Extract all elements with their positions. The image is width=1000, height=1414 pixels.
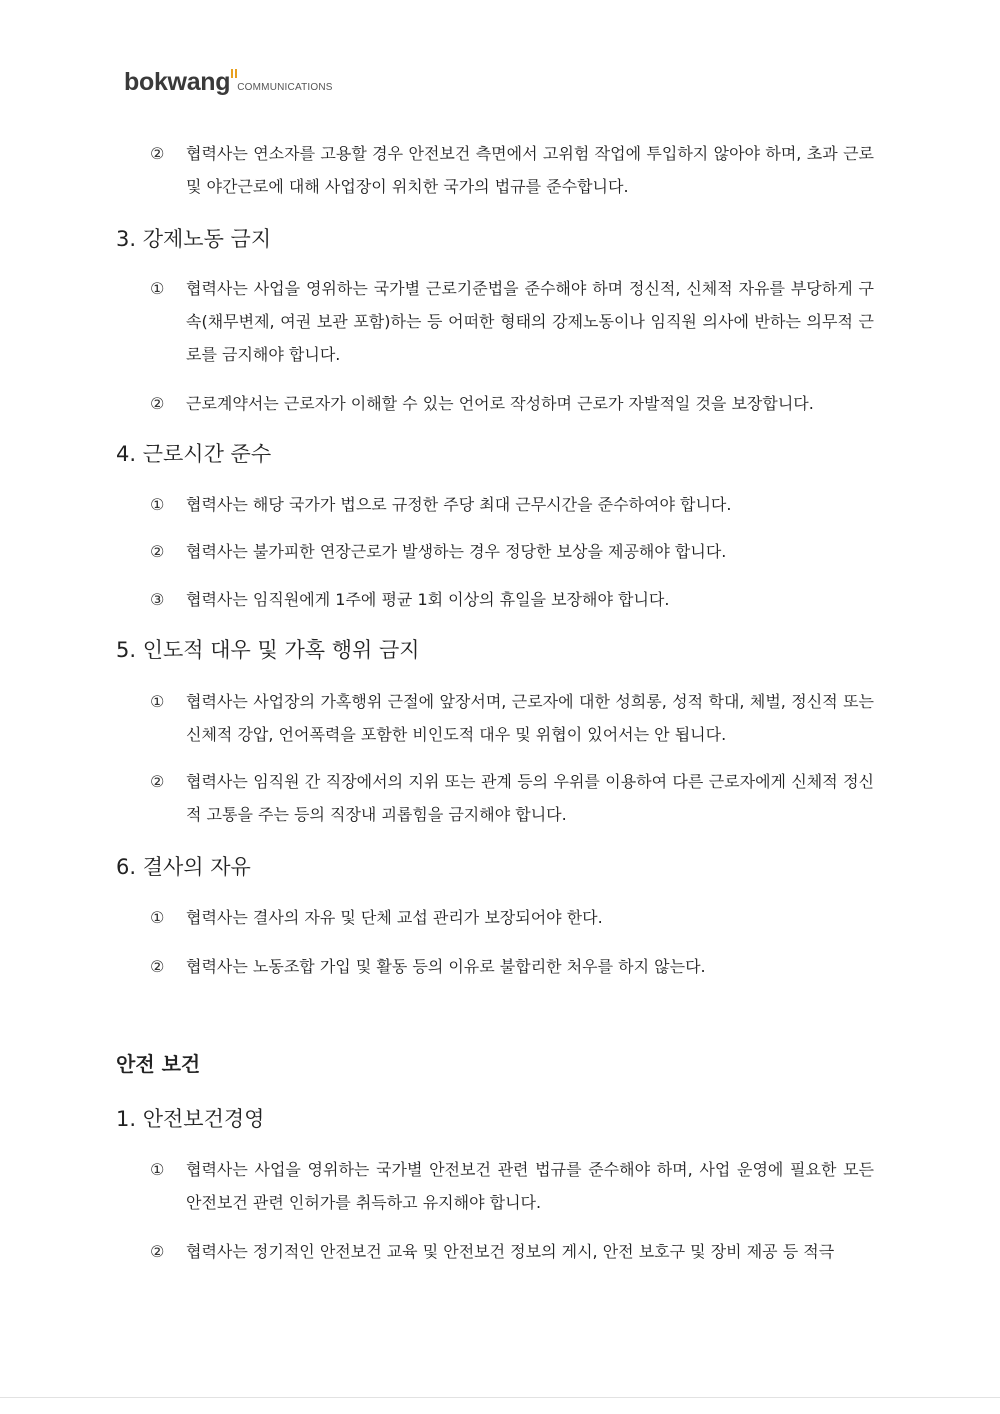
item-text: 협력사는 결사의 자유 및 단체 교섭 관리가 보장되어야 한다. — [186, 908, 603, 927]
logo-wordmark: bokwang — [124, 68, 231, 96]
item-text: 협력사는 정기적인 안전보건 교육 및 안전보건 정보의 게시, 안전 보호구 및 장비 제공 등 적극 — [186, 1242, 835, 1261]
list-item — [150, 272, 874, 371]
logo-subtitle: COMMUNICATIONS — [237, 82, 333, 93]
item-marker: ② — [150, 772, 165, 791]
page-bottom-divider — [0, 1397, 1000, 1398]
item-marker: ② — [150, 394, 165, 413]
item-marker: ① — [150, 692, 165, 711]
list-item — [150, 765, 874, 831]
item-marker: ① — [150, 495, 165, 514]
section-title-freedom-of-association: 6. 결사의 자유 — [116, 855, 251, 879]
logo-accent-icon — [231, 69, 237, 78]
section-title-safety-management: 1. 안전보건경영 — [116, 1107, 265, 1131]
list-item — [150, 387, 874, 420]
item-marker: ② — [150, 144, 165, 163]
section-title-working-hours: 4. 근로시간 준수 — [116, 442, 272, 466]
item-text: 협력사는 사업을 영위하는 국가별 안전보건 관련 법규를 준수해야 하며, 사업 운영에 필요한 모든 안전보건 관련 인허가를 취득하고 유지해야 합니다. — [186, 1160, 874, 1212]
item-marker: ① — [150, 908, 165, 927]
item-text: 근로계약서는 근로자가 이해할 수 있는 언어로 작성하며 근로가 자발적일 것을 보장합니다. — [186, 394, 814, 413]
list-item — [150, 535, 874, 568]
list-item — [150, 488, 874, 521]
list-item — [150, 583, 874, 616]
list-item — [150, 901, 874, 934]
item-marker: ② — [150, 957, 165, 976]
item-text: 협력사는 연소자를 고용할 경우 안전보건 측면에서 고위험 작업에 투입하지 않아야 하며, 초과 근로 및 야간근로에 대해 사업장이 위치한 국가의 법규를 준수합니다. — [186, 144, 874, 196]
item-text: 협력사는 임직원에게 1주에 평균 1회 이상의 휴일을 보장해야 합니다. — [186, 590, 670, 609]
company-logo — [124, 68, 333, 97]
item-marker: ② — [150, 1242, 165, 1261]
item-text: 협력사는 불가피한 연장근로가 발생하는 경우 정당한 보상을 제공해야 합니다. — [186, 542, 727, 561]
item-text: 협력사는 노동조합 가입 및 활동 등의 이유로 불합리한 처우를 하지 않는다. — [186, 957, 706, 976]
list-item — [150, 1153, 874, 1219]
list-item — [150, 137, 874, 203]
item-marker: ① — [150, 279, 165, 298]
item-text: 협력사는 임직원 간 직장에서의 지위 또는 관계 등의 우위를 이용하여 다른 근로자에게 신체적 정신적 고통을 주는 등의 직장내 괴롭힘을 금지해야 합니다. — [186, 772, 874, 824]
section-title-humane-treatment: 5. 인도적 대우 및 가혹 행위 금지 — [116, 638, 420, 662]
section-title-forced-labor: 3. 강제노동 금지 — [116, 227, 272, 251]
item-text: 협력사는 사업장의 가혹행위 근절에 앞장서며, 근로자에 대한 성희롱, 성적 학대, 체벌, 정신적 또는 신체적 강압, 언어폭력을 포함한 비인도적 대우 및 위협이 있어서는 안 됩니다. — [186, 692, 874, 744]
list-item — [150, 1235, 874, 1268]
item-text: 협력사는 해당 국가가 법으로 규정한 주당 최대 근무시간을 준수하여야 합니다. — [186, 495, 732, 514]
list-item — [150, 950, 874, 983]
item-marker: ③ — [150, 590, 165, 609]
list-item — [150, 685, 874, 751]
item-marker: ① — [150, 1160, 165, 1179]
item-marker: ② — [150, 542, 165, 561]
item-text: 협력사는 사업을 영위하는 국가별 근로기준법을 준수해야 하며 정신적, 신체적 자유를 부당하게 구속(채무변제, 여권 보관 포함)하는 등 어떠한 형태의 강제노동이나 임직원 의사에 반하는 의무적 근로를 금지해야 합니다. — [186, 279, 874, 364]
chapter-heading-safety-health: 안전 보건 — [116, 1052, 201, 1076]
